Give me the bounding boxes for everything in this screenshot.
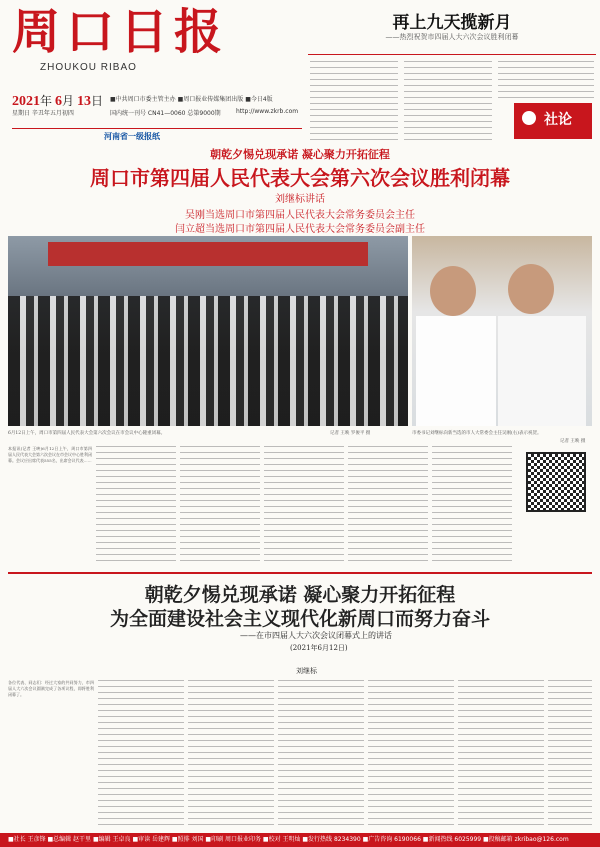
lead-article-text: 本报讯(记者 王映)6月12日上午，周口市第四届人民代表大会第六次会议在市会议中心胜利闭幕。会议应出席代表555名，出席会议代表…… — [8, 446, 92, 463]
editorial-text — [308, 54, 596, 147]
speech-headline-1: 朝乾夕惕兑现承诺 凝心聚力开拓征程 — [144, 584, 456, 606]
editorial-title: 再上九天揽新月 — [392, 13, 512, 33]
speech-text: 各位代表、同志们：经过大家的共同努力，市四届人大六次会议圆满完成了各项议程，即将胜利闭幕了。 — [8, 680, 94, 697]
masthead-pinyin: ZHOUKOU RIBAO — [40, 62, 137, 73]
lead-kicker: 朝乾夕惕兑现承诺 凝心聚力开拓征程 — [210, 148, 390, 161]
date-month: 6 — [55, 94, 63, 109]
lead-election-2: 闫立超当选周口市第四届人民代表大会常务委员会副主任 — [175, 224, 425, 235]
sponsor: 中共周口市委主管主办 — [115, 96, 176, 103]
main-photo-credit: 记者 王映 罗俊平 摄 — [330, 431, 371, 436]
date-year: 2021 — [12, 94, 40, 109]
editorial-subtitle: ——热烈祝贺市四届人大六次会议胜利闭幕 — [385, 33, 519, 41]
henan-label — [12, 128, 302, 141]
speech-date: (2021年6月12日) — [290, 644, 348, 652]
lead-election-1: 吴刚当选周口市第四届人民代表大会常务委员会主任 — [185, 210, 415, 221]
sponsor-line: ■中共周口市委主管主办 ■周口报业传媒集团出版 ■今日4版 — [110, 96, 273, 103]
website-link[interactable]: http://www.zkrb.com — [236, 108, 299, 115]
editorial-badge: 社论 — [544, 112, 572, 128]
side-photo-caption: 市委书记刘继标向新当选的市人大常委会主任吴刚(右)表示祝贺。 — [412, 431, 542, 436]
editorial-box — [308, 4, 596, 150]
date-day: 13 — [77, 94, 92, 109]
editorial-badge-bg — [514, 103, 592, 139]
qr-code-icon[interactable] — [526, 452, 586, 512]
masthead-title: 周口日报 — [12, 4, 229, 60]
lead-speaker: 刘继标讲话 — [275, 194, 325, 205]
henan-text: 河南省一级报纸 — [104, 132, 160, 141]
main-photo-caption: 6月12日上午，周口市第四届人民代表大会第六次会议在市会议中心隆重闭幕。 — [8, 431, 166, 436]
lead-headline: 周口市第四届人民代表大会第六次会议胜利闭幕 — [90, 166, 510, 190]
page-count: 今日4版 — [250, 96, 273, 103]
main-photo — [8, 236, 408, 426]
issue-date: 2021年 6月 13日 — [12, 94, 104, 109]
speech-sub: ——在市四届人大六次会议闭幕式上的讲话 — [240, 631, 392, 640]
speech-author: 刘继标 — [296, 667, 317, 675]
side-photo — [412, 236, 592, 426]
editorial-flag-icon — [522, 111, 536, 125]
footer-credits: ■社长 王彦锋 ■总编辑 赵干里 ■编辑 王卓良 ■审读 岳建辉 ■照排 刘国 ■印刷 周口报业印务 ■校对 王明灿 ■发行热线 8234390 ■广告咨询 6190066 ■新闻热线 6025999 ■投稿邮箱 zkribao@126.com — [0, 833, 600, 847]
speech-headline-2: 为全面建设社会主义现代化新周口而努力奋斗 — [109, 608, 490, 630]
side-photo-credit: 记者 王映 摄 — [560, 439, 586, 444]
publisher: 周口报业传媒集团出版 — [183, 96, 244, 103]
date-suffix: 星期日 辛丑年五月初四 — [12, 110, 74, 117]
cn-number: 国内统一刊号 CN41—0060 总第9000期 — [110, 110, 221, 117]
